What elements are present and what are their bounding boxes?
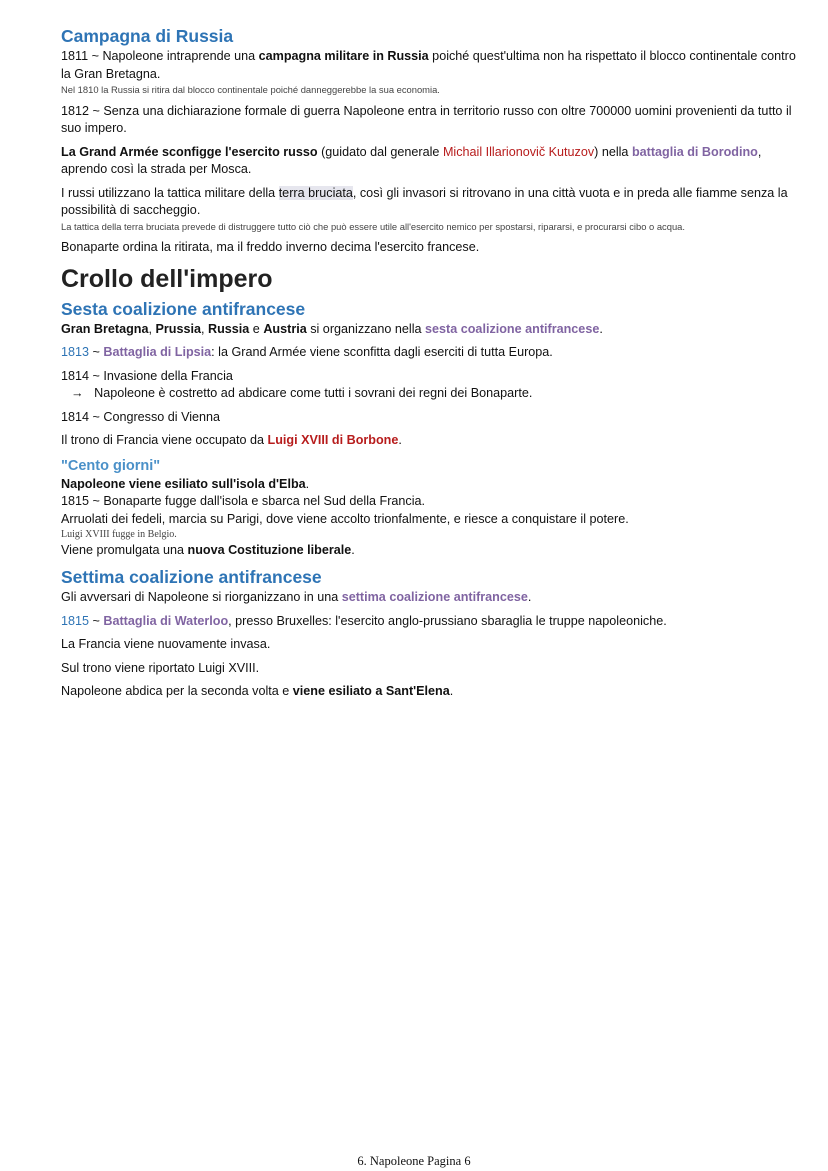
year-1815: 1815 [61, 613, 90, 628]
link-battaglia-di-waterloo: Battaglia di Waterloo [103, 613, 229, 628]
bold-campagna-militare: campagna militare in Russia [258, 49, 429, 63]
note-terra-bruciata: La tattica della terra bruciata prevede di distruggere tutto ciò che può essere utile all'esercito nemico per spostarsi, ripararsi, e procurarsi cibo o acqua. [61, 220, 685, 232]
paragraph-1815-waterloo: 1815 ~ Battaglia di Waterloo, presso Bruxelles: l'esercito anglo-prussiano sbaraglia le truppe napoleoniche. [61, 613, 667, 628]
paragraph-francia-invasa: La Francia viene nuovamente invasa. [61, 637, 271, 651]
paragraph-elba: Napoleone viene esiliato sull'isola d'Elba. [61, 476, 310, 491]
paragraph-sesta-coalizione: Gran Bretagna, Prussia, Russia e Austria si organizzano nella sesta coalizione antifrancese. [61, 321, 603, 336]
paragraph-borodino: La Grand Armée sconfigge l'esercito russo (guidato dal generale Michail Illarionovič Kutuzov) nella battaglia di Borodino, aprendo così la strada per Mosca. [61, 144, 762, 176]
highlight-terra-bruciata: terra bruciata [278, 185, 353, 200]
heading-crollo-dell-impero: Crollo dell'impero [61, 264, 273, 293]
paragraph-ritirata: Bonaparte ordina la ritirata, ma il freddo inverno decima l'esercito francese. [61, 240, 480, 254]
paragraph-1815-fuga: 1815 ~ Bonaparte fugge dall'isola e sbarca nel Sud della Francia. [61, 494, 426, 508]
heading-settima-coalizione: Settima coalizione antifrancese [61, 567, 322, 587]
page-footer: 6. Napoleone Pagina 6 [357, 1154, 471, 1168]
page-content [61, 24, 796, 707]
paragraph-terra-bruciata: I russi utilizzano la tattica militare della terra bruciata, così gli invasori si ritrovano in una città vuota e in preda alle fiamme senza la possibilità di saccheggio. [61, 185, 788, 217]
paragraph-luigi-xviii: Il trono di Francia viene occupato da Luigi XVIII di Borbone. [61, 433, 402, 447]
paragraph-settima-coalizione: Gli avversari di Napoleone si riorganizzano in una settima coalizione antifrancese. [61, 590, 532, 604]
note-1810: Nel 1810 la Russia si ritira dal blocco continentale poiché danneggerebbe la sua economia. [61, 84, 440, 95]
paragraph-1811: 1811 ~ Napoleone intraprende una campagna militare in Russia poiché quest'ultima non ha rispettato il blocco continentale contro la Gran Bretagna. [61, 49, 796, 81]
link-battaglia-di-borodino: battaglia di Borodino [631, 144, 758, 159]
year-1813: 1813 [61, 345, 90, 359]
link-battaglia-di-lipsia: Battaglia di Lipsia [103, 345, 212, 359]
paragraph-abdicazione: → Napoleone è costretto ad abdicare come tutti i sovrani dei regni dei Bonaparte. [71, 386, 533, 400]
paragraph-congresso-di-vienna: 1814 ~ Congresso di Vienna [61, 409, 221, 424]
paragraph-1812: 1812 ~ Senza una dichiarazione formale di guerra Napoleone entra in territorio russo con oltre 700000 uomini provenienti da tutto il suo impero. [61, 103, 792, 135]
link-sesta-coalizione: sesta coalizione antifrancese [425, 321, 600, 336]
paragraph-marcia-su-parigi: Arruolati dei fedeli, marcia su Parigi, dove viene accolto trionfalmente, e riesce a conquistare il potere. [61, 511, 629, 526]
bold-grand-armee: La Grand Armée sconfigge l'esercito russo [61, 144, 318, 159]
paragraph-costituzione: Viene promulgata una nuova Costituzione liberale. [61, 542, 355, 557]
name-kutuzov: Michail Illarionovič Kutuzov [442, 144, 595, 159]
paragraph-sant-elena: Napoleone abdica per la seconda volta e viene esiliato a Sant'Elena. [61, 684, 454, 698]
arrow-right-icon: → [71, 386, 84, 400]
paragraph-1814-invasione: 1814 ~ Invasione della Francia [61, 368, 233, 383]
heading-cento-giorni: "Cento giorni" [61, 457, 161, 474]
heading-campagna-di-russia: Campagna di Russia [61, 26, 234, 46]
paragraph-luigi-riportato: Sul trono viene riportato Luigi XVIII. [61, 660, 260, 675]
heading-sesta-coalizione: Sesta coalizione antifrancese [61, 298, 306, 319]
year-1811: 1811 [61, 49, 89, 63]
paragraph-1813-lipsia: 1813 ~ Battaglia di Lipsia: la Grand Armée viene sconfitta dagli eserciti di tutta Europa. [61, 345, 553, 359]
link-settima-coalizione: settima coalizione antifrancese [341, 590, 528, 604]
name-luigi-xviii-di-borbone: Luigi XVIII di Borbone [267, 433, 399, 447]
note-luigi-belgio: Luigi XVIII fugge in Belgio. [61, 529, 177, 540]
